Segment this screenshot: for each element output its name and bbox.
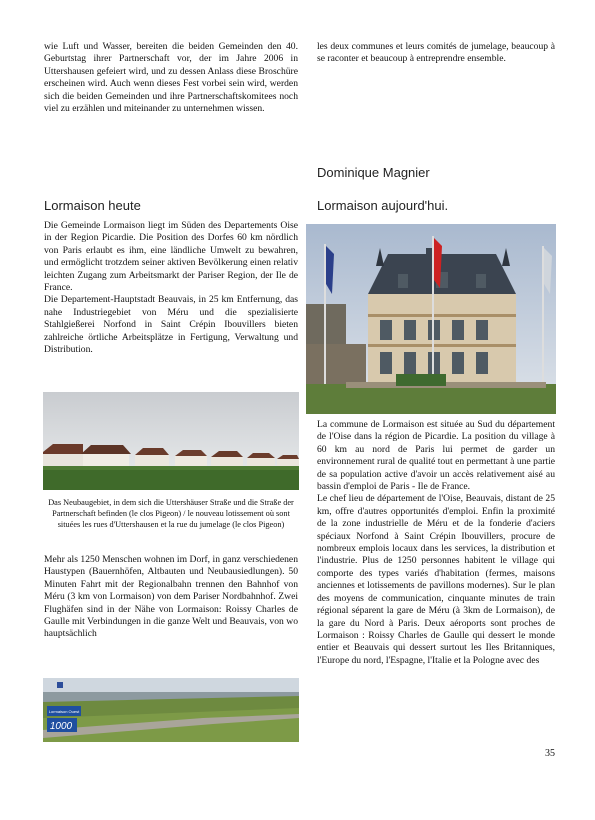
left-paragraph-1: Die Gemeinde Lormaison liegt im Süden des Departements Oise in der Region Picardie. Die Position des Dorfes 60 km nördlich von Paris erlaubt es ihm, eine ländliche Umwelt zu bewahren, und ermöglicht trotzdem seiner aktiven Bevölkerung einen relativ leichten Zugang zum Arbeitsmarkt der Pariser Region, der Ile de France. [44, 220, 298, 294]
right-paragraph-1: La commune de Lormaison est située au Sud du département de l'Oise dans la région de Picardie. La position du village à 60 km au nord de Paris lui permet de garder un environnement rural de qualité tout en permettant à une partie de sa population active d'avoir un accès relativement aisé au bassin d'emploi de Paris - Ile de France. [317, 419, 555, 493]
left-intro-paragraph: wie Luft und Wasser, bereiten die beiden Gemeinden den 40. Geburtstag ihrer Partnerschaft vor, der im Jahre 2006 in Uttershausen gefeiert wird, und zu dessen Anlass diese Broschüre erscheinen wird. Auch wenn dieses Fest vorbei sein wird, werden sich die beiden Gemeinden und ihre Partnerschaftskomitees noch viel zu erzählen und miteinander zu unternehmen wissen. [44, 41, 298, 115]
housing-estate-photo [43, 392, 299, 490]
town-hall-photo [306, 224, 556, 414]
right-intro-paragraph: les deux communes et leurs comités de jumelage, beaucoup à se raconter et beaucoup à entreprendre ensemble. [317, 41, 555, 65]
left-body-1 [44, 220, 298, 356]
right-body [317, 419, 555, 667]
road-sign-number: 1000 [49, 721, 73, 732]
road-sign-text: Lormaison Ouest [48, 709, 80, 714]
left-body-2 [44, 554, 298, 641]
left-paragraph-2: Die Departement-Hauptstadt Beauvais, in 25 km Entfernung, das nahe Industriegebiet von Méru und die spezialisierte Stahlgießerei Norfond in Saint Crépin Ibouvillers bieten zahlreiche örtliche Arbeitsplätze in Fertigung, Verwaltung und Distribution. [44, 294, 298, 356]
photo-caption: Das Neubaugebiet, in dem sich die Uttershäuser Straße und die Straße der Partnerschaft befinden (le clos Pigeon) / le nouveau lotissement où sont situées les rues d'Uttershausen et la rue du jumelage (le clos Pigeon) [48, 498, 294, 529]
road-sign-photo [43, 678, 299, 742]
right-heading: Lormaison aujourd'hui. [317, 198, 449, 213]
left-paragraph-3: Mehr als 1250 Menschen wohnen im Dorf, in ganz verschiedenen Haustypen (Bauernhöfen, Altbauten und Neubausiedlungen). 50 Minuten Fahrt mit der Regionalbahn trennen den Bahnhof von Méru (3 km von Lormaison) von dem Pariser Nordbahnhof. Zwei Flughäfen sind in der Nähe von Lormaison: Roissy Charles de Gaulle mit Verbindungen in die ganze Welt und Beauvais, von wo hauptsächlich [44, 554, 298, 640]
left-heading: Lormaison heute [44, 198, 141, 213]
page-number: 35 [545, 748, 555, 759]
right-paragraph-2: Le chef lieu de département de l'Oise, Beauvais, distant de 25 km, offre d'autres opportunités d'emploi. Enfin la proximité de la zone industrielle de Méru et de la fonderie d'aciers spéciaux Norfond à Saint Crépin Ibouvillers, procure de nombreux emplois locaux dans les services, la distribution et l'industrie. Plus de 1250 personnes habitent le village qui comporte des types variés d'habitation (fermes, maisons anciennes et lotissements de pavillons modernes). Sur le plan des moyens de communication, cinquante minutes de train régional séparent la gare de Méru (à 3km de Lormaison), de la gare du Nord à Paris. Deux aéroports sont proches de Lormaison : Roissy Charles de Gaulle qui dessert le monde entier et Beauvais qui dessert surtout les Iles Britanniques, l'Europe du nord, l'Espagne, l'Italie et la Pologne avec des [317, 493, 555, 666]
left-intro [44, 41, 298, 115]
right-intro [317, 41, 555, 66]
author-name: Dominique Magnier [317, 165, 430, 180]
